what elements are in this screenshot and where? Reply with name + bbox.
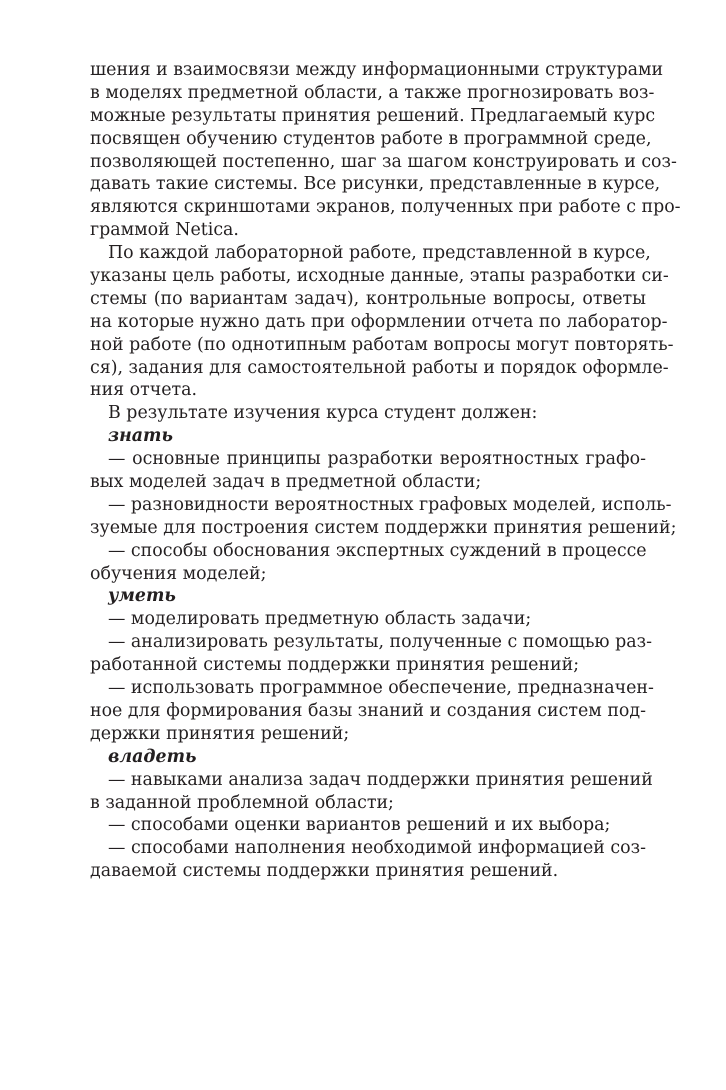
section-heading: знать — [108, 426, 173, 447]
list-item-line: — анализировать результаты, полученные с помощью раз- — [108, 632, 652, 653]
paragraph-line: позволяющей постепенно, шаг за шагом конструировать и соз- — [90, 151, 677, 172]
paragraph-line: можные результаты принятия решений. Предлагаемый курс — [90, 105, 656, 126]
list-item-line: держки принятия решений; — [90, 723, 350, 744]
list-item-line: — способы обоснования экспертных суждений в процессе — [108, 540, 647, 561]
list-item-line: вых моделей задач в предметной области; — [90, 472, 482, 493]
paragraph-line: По каждой лабораторной работе, представленной в курсе, — [108, 243, 651, 264]
list-item-line: даваемой системы поддержки принятия решений. — [90, 861, 559, 882]
paragraph-line: В результате изучения курса студент должен: — [108, 403, 538, 424]
paragraph-line: ся), задания для самостоятельной работы и порядок оформле- — [90, 357, 669, 378]
paragraph-line: стемы (по вариантам задач), контрольные вопросы, ответы — [90, 288, 646, 309]
body-text — [90, 59, 681, 883]
paragraph-line: ния отчета. — [90, 380, 198, 401]
paragraph-line: в моделях предметной области, а также прогнозировать воз- — [90, 82, 655, 103]
paragraph-line: посвящен обучению студентов работе в программной среде, — [90, 128, 652, 149]
list-item-line: в заданной проблемной области; — [90, 792, 394, 813]
list-item-line: — разновидности вероятностных графовых моделей, исполь- — [108, 494, 672, 515]
list-item-line: — способами оценки вариантов решений и их выбора; — [108, 815, 611, 836]
paragraph-line: шения и взаимосвязи между информационными структурами — [90, 60, 664, 80]
paragraph-line: граммой Netica. — [90, 220, 239, 241]
section-heading: владеть — [108, 746, 197, 767]
paragraph-line: давать такие системы. Все рисунки, представленные в курсе, — [90, 174, 661, 195]
list-item-line: — основные принципы разработки вероятностных графо- — [108, 449, 646, 470]
section-heading: уметь — [108, 586, 176, 607]
list-item-line: зуемые для построения систем поддержки принятия решений; — [90, 517, 677, 538]
list-item-line: работанной системы поддержки принятия решений; — [90, 655, 580, 676]
list-item-line: — использовать программное обеспечение, предназначен- — [108, 678, 654, 699]
paragraph-line: являются скриншотами экранов, полученных при работе с про- — [90, 197, 681, 218]
list-item-line: — моделировать предметную область задачи; — [108, 609, 532, 630]
list-item-line: — способами наполнения необходимой информацией соз- — [108, 838, 646, 859]
list-item-line: обучения моделей; — [90, 563, 267, 584]
list-item-line: — навыками анализа задач поддержки принятия решений — [108, 769, 653, 790]
list-item-line: ное для формирования базы знаний и создания систем под- — [90, 700, 646, 721]
paragraph-line: ной работе (по однотипным работам вопросы могут повторять- — [90, 334, 674, 355]
paragraph-line: на которые нужно дать при оформлении отчета по лаборатор- — [90, 311, 668, 332]
paragraph-line: указаны цель работы, исходные данные, этапы разработки си- — [90, 266, 669, 287]
